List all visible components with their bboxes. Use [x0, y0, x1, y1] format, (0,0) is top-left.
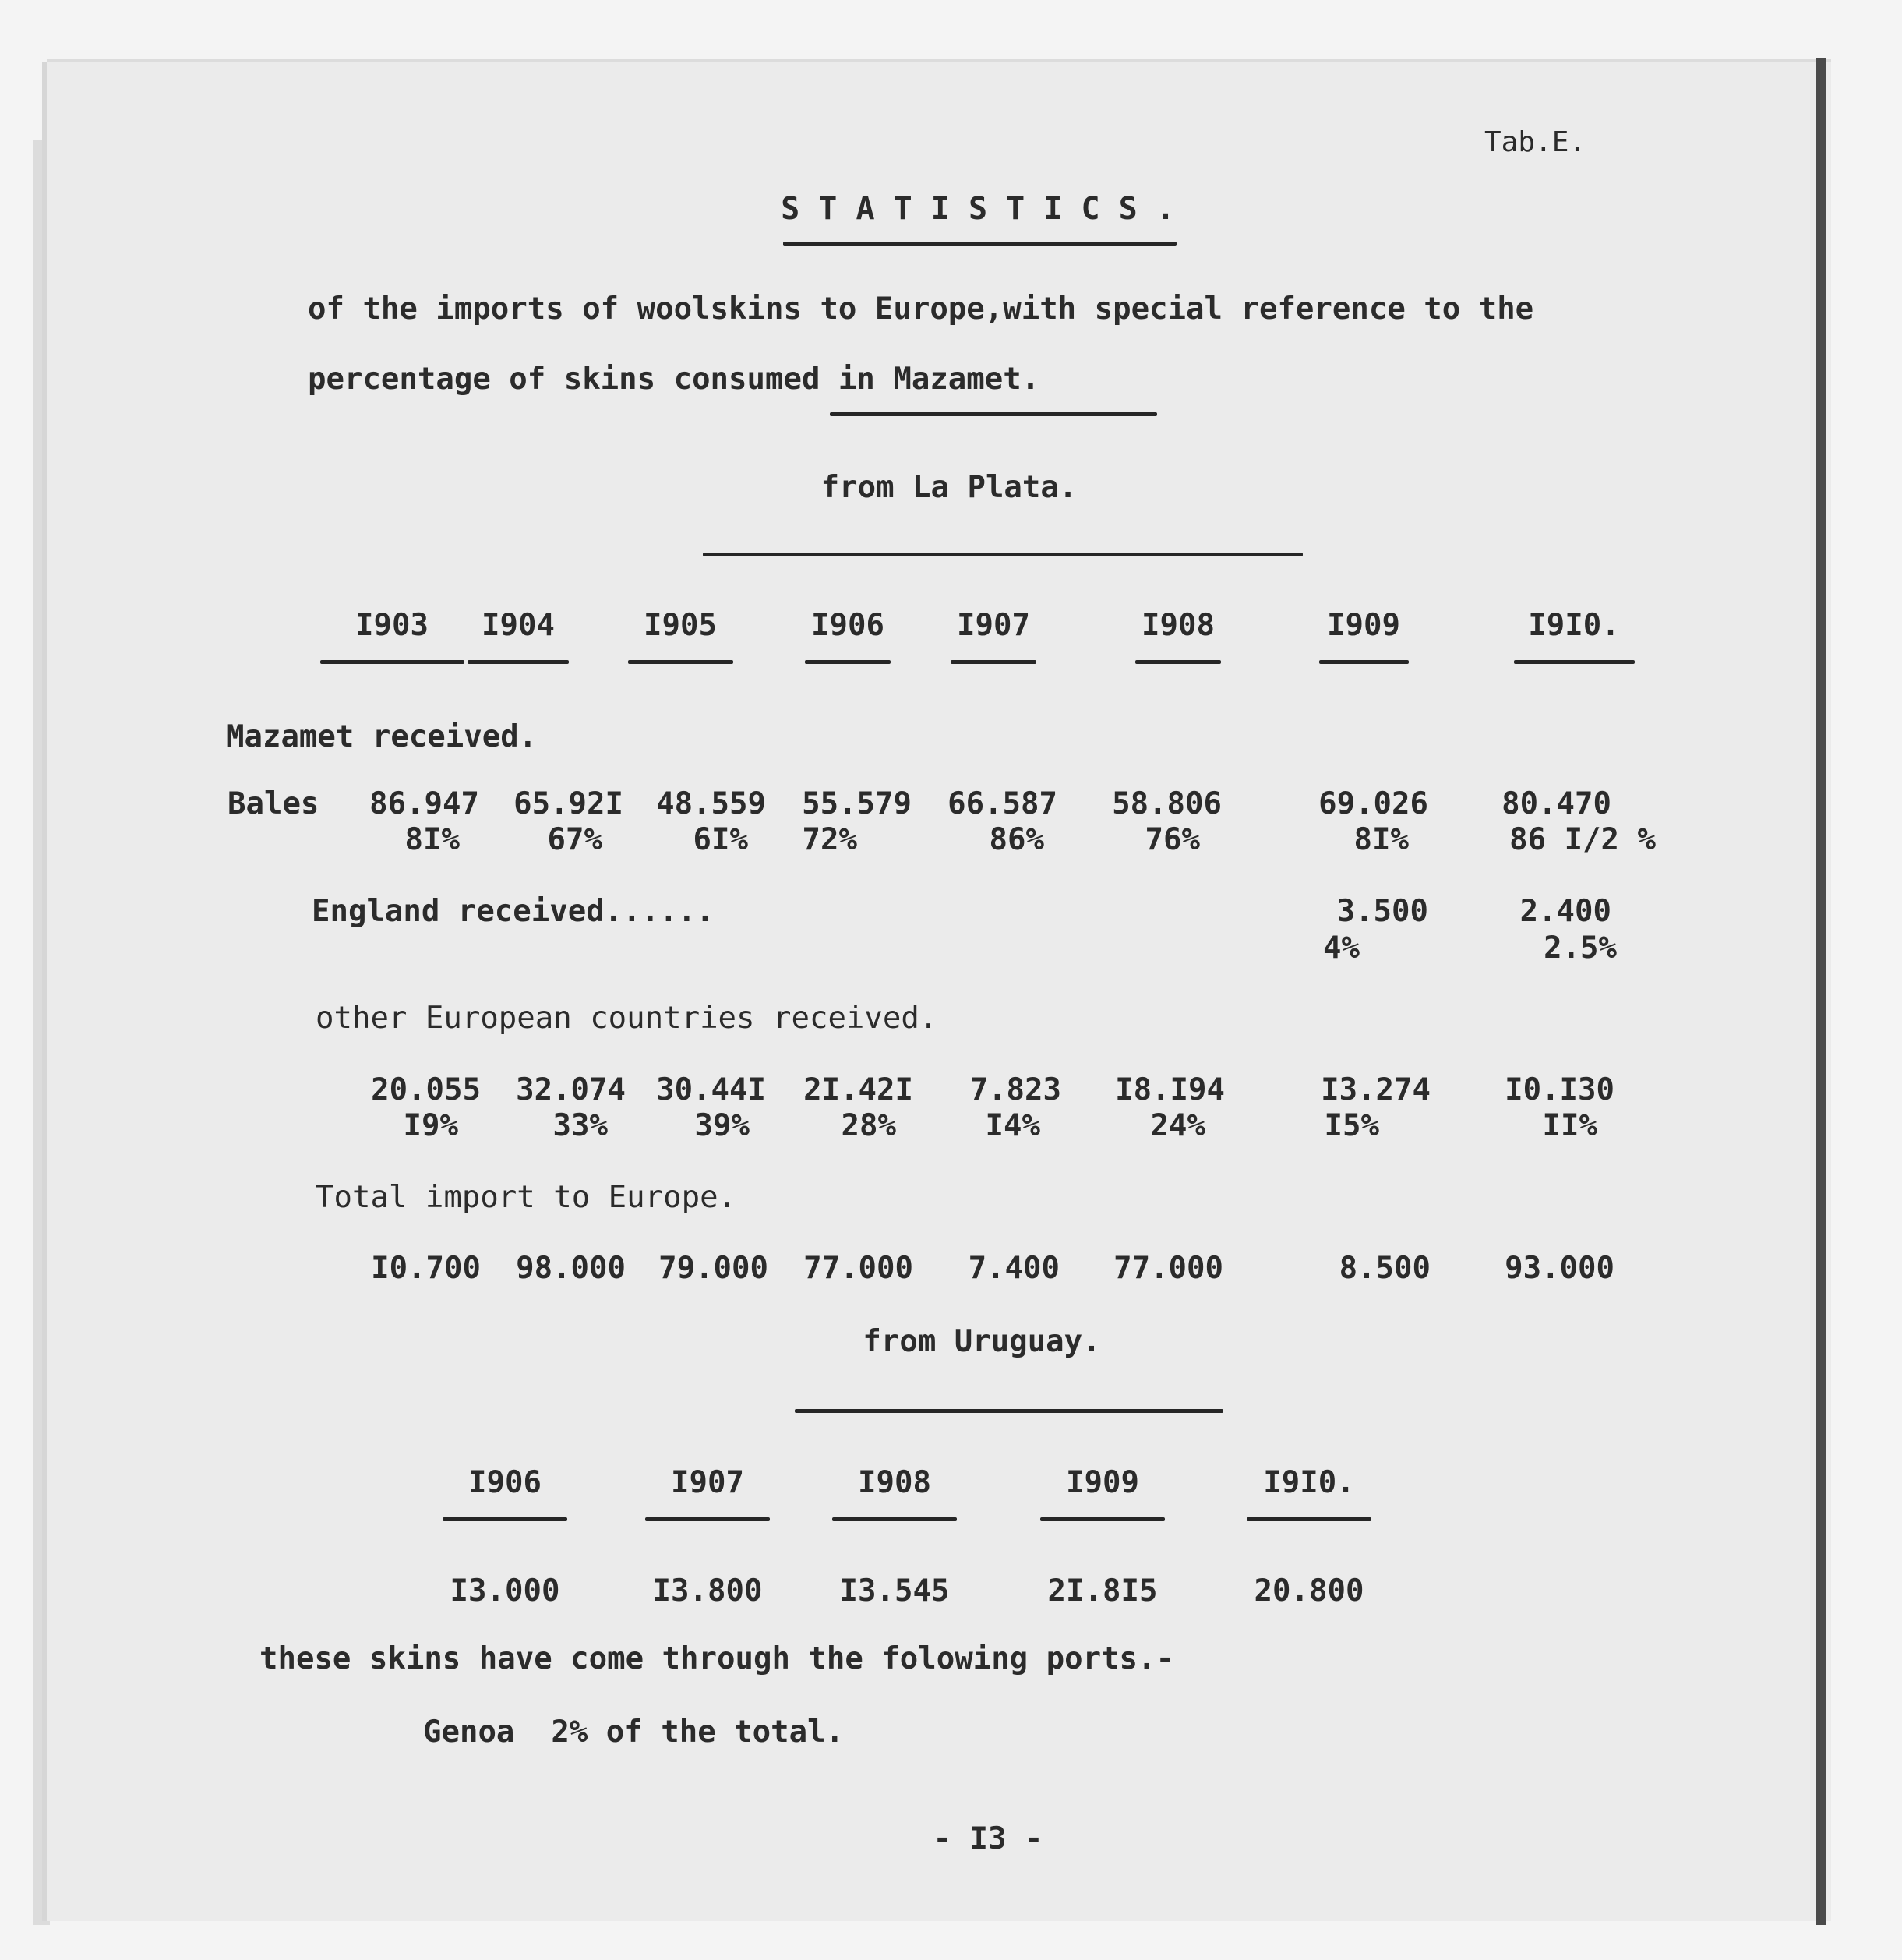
mazamet-pct: 72% [802, 822, 857, 857]
other-value: 32.074 [516, 1072, 626, 1107]
uruguay-value: I3.545 [839, 1573, 950, 1609]
intro-line-1: of the imports of woolskins to Europe,with special reference to the [308, 291, 1534, 327]
other-pct: II% [1542, 1108, 1597, 1143]
year-heading: I909 [1066, 1465, 1139, 1500]
year-underline [443, 1517, 567, 1521]
intro-line-2: percentage of skins consumed in Mazamet. [308, 362, 1040, 397]
total-value: 77.000 [803, 1251, 913, 1286]
year-underline [1040, 1517, 1165, 1521]
year-underline [805, 660, 891, 664]
other-pct: I4% [985, 1108, 1040, 1143]
genoa-line: Genoa 2% of the total. [423, 1715, 845, 1750]
total-value: 98.000 [516, 1251, 626, 1286]
mazamet-value: 48.559 [656, 786, 766, 821]
other-pct: 24% [1150, 1108, 1205, 1143]
other-pct: I9% [403, 1108, 458, 1143]
mazamet-pct: 86 I/2 % [1509, 822, 1656, 857]
uruguay-value: I3.000 [450, 1573, 560, 1609]
other-countries-label: other European countries received. [316, 1001, 938, 1036]
ports-line: these skins have come through the folowing ports.- [259, 1641, 1174, 1676]
year-heading: I9I0. [1528, 608, 1620, 643]
other-pct: 28% [841, 1108, 896, 1143]
other-pct: I5% [1324, 1108, 1379, 1143]
other-value: 2I.42I [803, 1072, 913, 1107]
year-heading: I908 [1142, 608, 1215, 643]
mazamet-label: Mazamet received. [226, 719, 538, 754]
england-value: 3.500 [1336, 894, 1428, 929]
other-value: 30.44I [656, 1072, 766, 1107]
other-value: I3.274 [1321, 1072, 1431, 1107]
england-pct: 2.5% [1544, 931, 1617, 966]
total-value: 93.000 [1505, 1251, 1614, 1286]
year-heading: I906 [811, 608, 884, 643]
mazamet-pct: 67% [547, 822, 602, 857]
england-value: 2.400 [1519, 894, 1611, 929]
uruguay-heading: from Uruguay. [863, 1324, 1101, 1359]
bales-label: Bales [228, 786, 319, 821]
total-value: 79.000 [658, 1251, 768, 1286]
mazamet-value: 58.806 [1112, 786, 1222, 821]
year-heading: I908 [858, 1465, 931, 1500]
other-pct: 39% [694, 1108, 750, 1143]
year-underline [628, 660, 733, 664]
other-value: 7.823 [969, 1072, 1061, 1107]
mazamet-pct: 6I% [693, 822, 748, 857]
tab-label: Tab.E. [1484, 126, 1586, 158]
mazamet-value: 86.947 [369, 786, 479, 821]
year-heading: I906 [468, 1465, 542, 1500]
other-value: I8.I94 [1115, 1072, 1225, 1107]
year-heading: I904 [482, 608, 555, 643]
year-heading: I905 [644, 608, 717, 643]
mazamet-pct: 86% [989, 822, 1044, 857]
other-value: I0.I30 [1505, 1072, 1614, 1107]
uruguay-value: 20.800 [1254, 1573, 1364, 1609]
mazamet-pct: 76% [1145, 822, 1200, 857]
mazamet-value: 80.470 [1501, 786, 1611, 821]
page-title: S T A T I S T I C S . [781, 191, 1175, 227]
title-underline [783, 242, 1177, 246]
total-value: 8.500 [1339, 1251, 1431, 1286]
mazamet-pct: 8I% [404, 822, 460, 857]
year-heading: I909 [1327, 608, 1400, 643]
total-value: 7.400 [968, 1251, 1060, 1286]
uruguay-value: 2I.8I5 [1047, 1573, 1158, 1609]
year-heading: I907 [957, 608, 1030, 643]
year-underline [645, 1517, 770, 1521]
total-value: 77.000 [1113, 1251, 1223, 1286]
year-underline [1135, 660, 1221, 664]
total-label: Total import to Europe. [316, 1180, 737, 1215]
year-heading: I907 [671, 1465, 744, 1500]
mazamet-pct: 8I% [1353, 822, 1409, 857]
year-underline [951, 660, 1036, 664]
uruguay-rule [795, 1409, 1223, 1413]
mazamet-value: 69.026 [1318, 786, 1428, 821]
other-pct: 33% [552, 1108, 608, 1143]
year-underline [468, 660, 569, 664]
mazamet-value: 66.587 [947, 786, 1057, 821]
year-underline [1514, 660, 1635, 664]
year-underline [320, 660, 464, 664]
uruguay-value: I3.800 [652, 1573, 763, 1609]
la-plata-rule [703, 553, 1303, 556]
england-pct: 4% [1323, 931, 1360, 966]
la-plata-heading: from La Plata. [820, 470, 1078, 505]
page-number: - I3 - [933, 1821, 1043, 1856]
year-heading: I9I0. [1263, 1465, 1355, 1500]
total-value: I0.700 [371, 1251, 481, 1286]
year-heading: I903 [355, 608, 429, 643]
intro-underline [830, 412, 1157, 416]
other-value: 20.055 [371, 1072, 481, 1107]
year-underline [832, 1517, 957, 1521]
sheet-edge [1816, 58, 1826, 1925]
mazamet-value: 55.579 [802, 786, 912, 821]
year-underline [1247, 1517, 1371, 1521]
england-label: England received...... [312, 894, 715, 929]
year-underline [1319, 660, 1409, 664]
mazamet-value: 65.92I [513, 786, 623, 821]
